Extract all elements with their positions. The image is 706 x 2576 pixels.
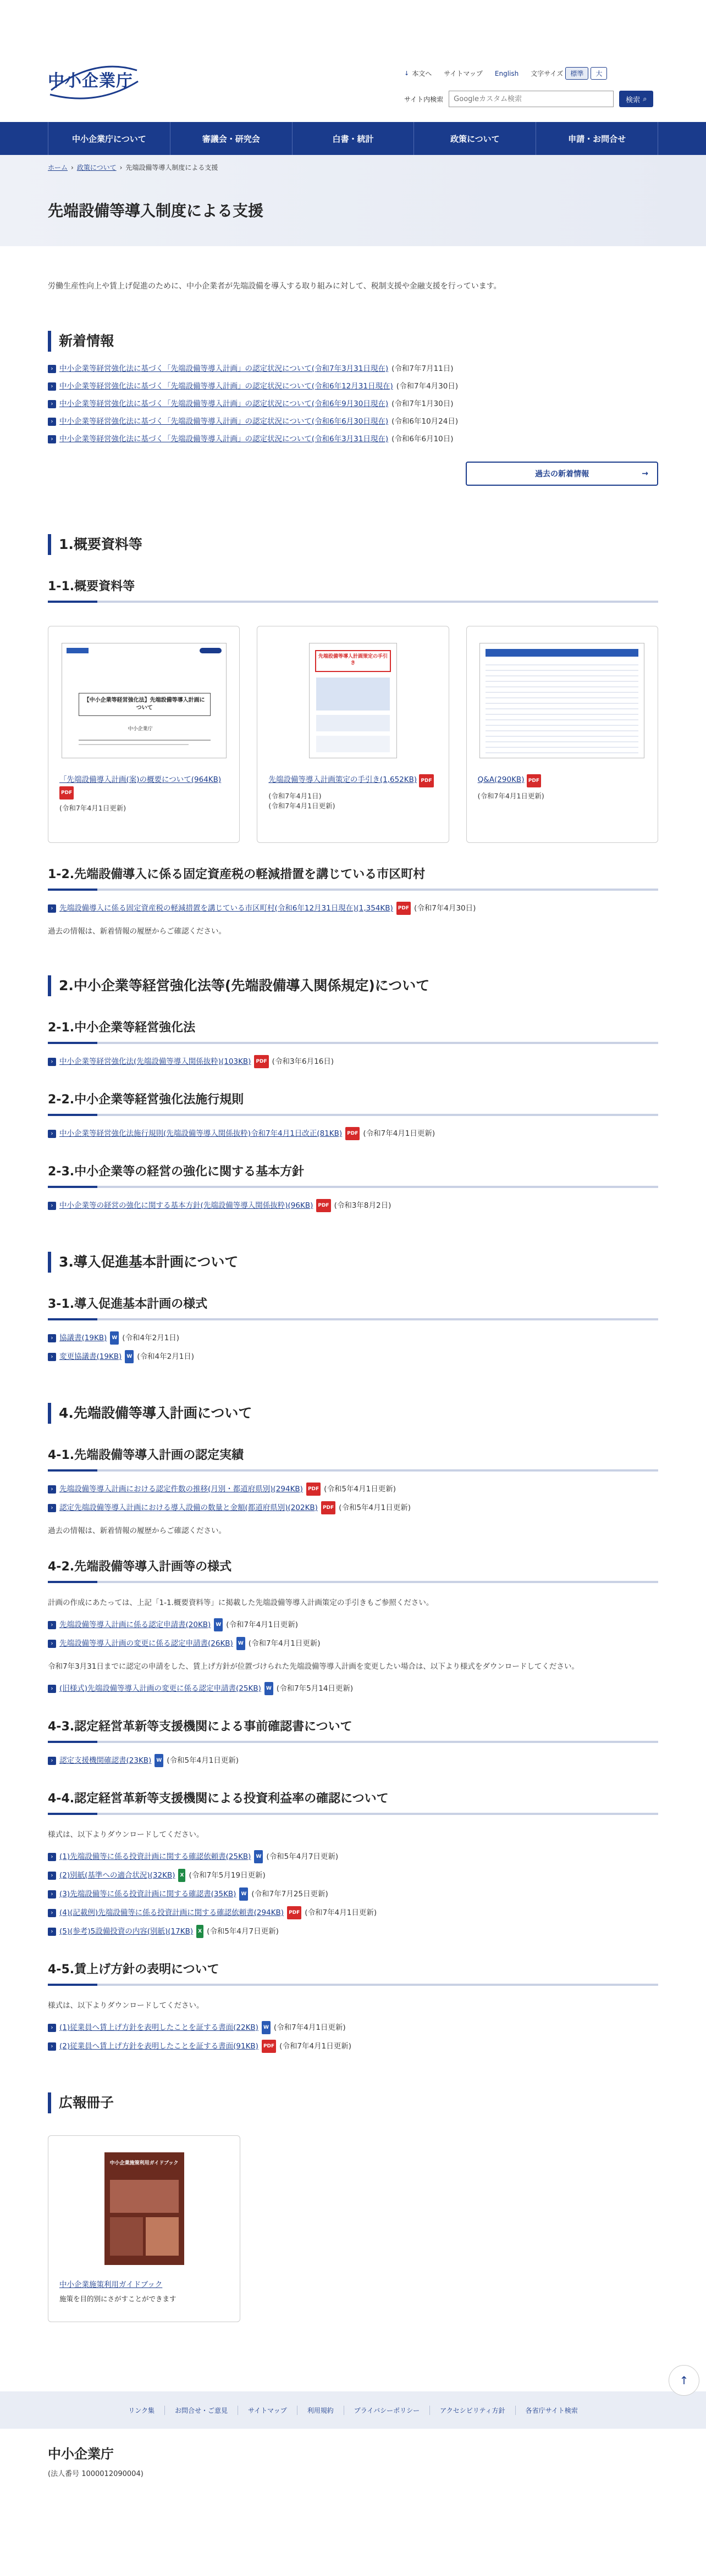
footer-link-sitemap[interactable]: サイトマップ	[238, 2406, 297, 2415]
doc-date: (令和4年2月1日)	[137, 1352, 195, 1361]
doc-date: (令和3年8月2日)	[334, 1201, 391, 1210]
doc-date: (令和7年4月1日更新)	[363, 1129, 435, 1138]
doc-date: (令和7年4月1日更新)	[305, 1908, 377, 1917]
doc-date: (令和5年4月7日更新)	[266, 1852, 339, 1861]
section4-2-list	[48, 1618, 658, 1650]
doc-link[interactable]: 先端設備等導入計画の変更に係る認定申請書(26KB)	[59, 1639, 233, 1648]
doc-link[interactable]: (4)(記載例)先端設備等に係る投資計画に関する確認依頼書(294KB)	[59, 1908, 284, 1917]
guidebook-desc: 施策を目的別にさがすことができます	[59, 2295, 176, 2303]
page-title: 先端設備等導入制度による支援	[48, 202, 264, 220]
section4-4-list	[48, 1850, 658, 1938]
list-item	[48, 433, 658, 445]
doc-link[interactable]: 先端設備導入に係る固定資産税の軽減措置を講じている市区町村(令和6年12月31日現在)(1,354KB)	[59, 904, 393, 913]
arrow-right-icon: ›	[48, 1928, 56, 1936]
section4-5-list	[48, 2021, 658, 2053]
card-date: (令和7年4月1日更新)	[59, 804, 126, 812]
card-caption	[59, 2278, 229, 2289]
sitemap-link[interactable]	[444, 69, 483, 78]
footer-body	[0, 2429, 706, 2491]
section4-5-heading: 4-5.賃上げ方針の表明について	[48, 1960, 658, 1986]
arrow-right-icon: ›	[48, 1909, 56, 1917]
arrow-right-icon: ›	[48, 1504, 56, 1512]
doc-date: (令和7年7月25日更新)	[251, 1890, 328, 1898]
card-caption	[59, 774, 228, 800]
arrow-right-icon: ›	[48, 1353, 56, 1361]
section2-3-heading: 2-3.中小企業等の経営の強化に関する基本方針	[48, 1162, 658, 1188]
footer-org-name: 中小企業庁	[48, 2446, 114, 2462]
doc-link[interactable]: 先端設備等導入計画における認定件数の推移(月別・都道府県別)(294KB)	[59, 1485, 303, 1494]
arrow-up-icon: ↑	[679, 2374, 689, 2387]
font-size-label: 文字サイズ	[531, 70, 564, 77]
doc-logo-icon	[67, 648, 89, 653]
doc-link[interactable]: 中小企業等の経営の強化に関する基本方針(先端設備等導入関係抜粋)(96KB)	[59, 1201, 313, 1210]
pdf-icon: PDF	[419, 774, 433, 787]
pdf-icon: PDF	[345, 1127, 360, 1140]
doc-link[interactable]: 中小企業等経営強化法(先端設備等導入関係抜粋)(103KB)	[59, 1057, 251, 1066]
section1-1-heading: 1-1.概要資料等	[48, 577, 658, 603]
doc-date: (令和7年4月1日更新)	[273, 2023, 346, 2032]
doc-link[interactable]: 認定支援機関確認書(23KB)	[59, 1756, 152, 1765]
doc-link[interactable]: (2)従業員へ賃上げ方針を表明したことを証する書面(91KB)	[59, 2042, 258, 2051]
arrow-right-icon: ›	[48, 2024, 56, 2032]
list-item	[48, 380, 658, 392]
overview-card[interactable]	[466, 626, 658, 843]
word-icon: W	[262, 2021, 271, 2034]
list-item	[48, 1754, 658, 1767]
pdf-icon: PDF	[262, 2040, 276, 2053]
card-link[interactable]: 「先端設備導入計画(案)の概要について(964KB)	[59, 775, 222, 784]
doc-date: (令和3年6月16日)	[272, 1057, 334, 1066]
breadcrumb	[48, 163, 218, 172]
card-date: (令和7年4月1日更新)	[477, 792, 544, 800]
arrow-right-icon: ›	[48, 400, 56, 408]
nav-item-policy[interactable]: 政策について	[414, 122, 536, 155]
arrow-right-icon: ›	[48, 1890, 56, 1898]
list-item	[48, 2040, 658, 2053]
arrow-right-icon: →	[642, 469, 648, 478]
footer-link-privacy[interactable]: プライバシーポリシー	[344, 2406, 430, 2415]
cover-title: 中小企業施策利用ガイドブック	[109, 2161, 179, 2166]
list-item	[48, 1887, 658, 1901]
pdf-icon: PDF	[316, 1199, 330, 1212]
arrow-right-icon: ›	[48, 1757, 56, 1765]
doc-link[interactable]: 認定先端設備等導入計画における導入設備の数量と金額(都道府県別)(202KB)	[59, 1503, 318, 1512]
section1-2-heading: 1-2.先端設備導入に係る固定資産税の軽減措置を講じている市区町村	[48, 865, 658, 891]
site-header	[0, 0, 706, 122]
list-item	[48, 1055, 658, 1068]
word-icon: W	[155, 1754, 163, 1767]
card-link[interactable]: Q&A(290KB)	[477, 775, 525, 784]
section4-4-heading: 4-4.認定経営革新等支援機関による投資利益率の確認について	[48, 1789, 658, 1815]
english-link-label: English	[494, 69, 519, 77]
thumb-figure	[486, 660, 638, 753]
news-link[interactable]: 中小企業等経営強化法に基づく「先端設備等導入計画」の認定状況について(令和6年3月31日現在)	[59, 435, 389, 443]
news-list	[48, 363, 658, 445]
pdf-icon: PDF	[287, 1906, 301, 1919]
arrow-right-icon: ›	[48, 1872, 56, 1880]
pdf-icon: PDF	[306, 1483, 321, 1496]
doc-date: (令和7年4月30日)	[414, 904, 476, 913]
search-label: サイト内検索	[404, 95, 444, 103]
doc-date: (令和7年4月1日更新)	[248, 1639, 321, 1648]
arrow-right-icon: ›	[48, 1130, 56, 1138]
pdf-icon: PDF	[527, 774, 541, 787]
breadcrumb-separator-icon: ›	[119, 163, 123, 171]
excel-icon: X	[196, 1925, 203, 1938]
arrow-right-icon: ›	[48, 365, 56, 373]
list-item	[48, 1618, 658, 1631]
word-icon: W	[125, 1350, 134, 1363]
list-item	[48, 415, 658, 428]
card-caption	[268, 774, 437, 787]
card-thumbnail	[62, 643, 227, 758]
doc-date: (令和7年4月1日更新)	[226, 1620, 299, 1629]
news-date: (令和6年10月24日)	[391, 417, 459, 426]
section2-2-list	[48, 1127, 658, 1140]
arrow-right-icon: ›	[48, 1485, 56, 1494]
list-item	[48, 1331, 658, 1345]
pr-heading: 広報冊子	[48, 2092, 658, 2113]
card-link[interactable]: 先端設備等導入計画策定の手引き(1,652KB)	[268, 775, 417, 784]
nav-item-about[interactable]: 中小企業庁について	[48, 122, 170, 155]
nav-item-whitepaper[interactable]: 白書・統計	[293, 122, 415, 155]
list-item	[48, 902, 658, 915]
section4-2-note2: 令和7年3月31日までに認定の申請をした、賃上げ方針が位置づけられた先端設備等導入計画を変更したい場合は、以下より様式をダウンロードしてください。	[48, 1662, 579, 1671]
doc-link[interactable]: 変更協議書(19KB)	[59, 1352, 122, 1361]
news-link[interactable]: 中小企業等経営強化法に基づく「先端設備等導入計画」の認定状況について(令和7年3月31日現在)	[59, 364, 389, 373]
thumb-figure	[486, 649, 638, 657]
cover-photo	[110, 2180, 179, 2213]
breadcrumb-home[interactable]: ホーム	[48, 164, 68, 171]
doc-link[interactable]: 協議書(19KB)	[59, 1334, 107, 1342]
card-thumbnail	[479, 643, 644, 758]
list-item	[48, 398, 658, 410]
guidebook-cover	[104, 2152, 184, 2265]
doc-date: (令和7年4月1日更新)	[279, 2042, 351, 2051]
breadcrumb-separator-icon: ›	[71, 163, 74, 171]
doc-logo-icon	[200, 648, 222, 653]
intro-text: 労働生産性向上や賃上げ促進のために、中小企業者が先端設備を導入する取り組みに対して、税制支援や金融支援を行っています。	[48, 282, 501, 291]
english-link[interactable]	[495, 70, 519, 77]
guidebook-link[interactable]: 中小企業施策利用ガイドブック	[59, 2280, 163, 2289]
doc-link[interactable]: 中小企業等経営強化法施行規則(先端設備等導入関係抜粋)令和7年4月1日改正(81KB)	[59, 1129, 343, 1138]
news-date: (令和7年7月11日)	[391, 364, 454, 373]
doc-link[interactable]: (1)従業員へ賃上げ方針を表明したことを証する書面(22KB)	[59, 2023, 258, 2032]
search-icon: ⌕	[643, 95, 647, 103]
logo-text: 中小企業庁	[48, 71, 133, 91]
doc-date: (令和5年4月1日更新)	[167, 1756, 239, 1765]
thumb-line	[79, 744, 189, 745]
news-link[interactable]: 中小企業等経営強化法に基づく「先端設備等導入計画」の認定状況について(令和6年6月30日現在)	[59, 417, 389, 426]
arrow-right-icon: ›	[48, 1853, 56, 1861]
arrow-right-icon: ›	[48, 418, 56, 426]
cover-photo	[110, 2217, 143, 2256]
doc-link[interactable]: 先端設備等導入計画に係る認定申請書(20KB)	[59, 1620, 211, 1629]
news-date: (令和7年1月30日)	[391, 399, 454, 408]
overview-card[interactable]	[48, 626, 240, 843]
section4-1-list	[48, 1483, 658, 1514]
news-link[interactable]: 中小企業等経営強化法に基づく「先端設備等導入計画」の認定状況について(令和6年12月31日現在)	[59, 382, 393, 391]
past-news-label: 過去の新着情報	[535, 470, 589, 479]
font-size-large-button[interactable]: 大	[591, 67, 607, 80]
section1-2-note: 過去の情報は、新着情報の履歴からご確認ください。	[48, 927, 226, 936]
excel-icon: X	[178, 1869, 185, 1882]
section2-1-list	[48, 1055, 658, 1068]
arrow-right-icon: ›	[48, 435, 56, 443]
section2-2-heading: 2-2.中小企業等経営強化法施行規則	[48, 1090, 658, 1116]
list-item	[48, 1682, 658, 1695]
overview-cards	[48, 626, 658, 843]
word-icon: W	[110, 1331, 119, 1345]
footer-nav	[0, 2374, 706, 2429]
doc-date: (令和5年4月1日更新)	[339, 1503, 411, 1512]
word-icon: W	[214, 1618, 223, 1631]
arrow-down-icon: ↓	[404, 70, 410, 77]
section4-4-note: 様式は、以下よりダウンロードしてください。	[48, 1830, 204, 1839]
list-item	[48, 1850, 658, 1863]
nav-item-apply[interactable]: 申請・お問合せ	[536, 122, 658, 155]
news-date: (令和6年6月10日)	[391, 435, 454, 443]
arrow-right-icon: ›	[48, 382, 56, 391]
thumb-figure	[316, 736, 390, 752]
footer-link-links[interactable]: リンク集	[118, 2406, 165, 2415]
section1-2-list	[48, 902, 658, 915]
thumb-figure	[316, 715, 390, 731]
global-nav	[0, 122, 706, 155]
footer-link-terms[interactable]: 利用規約	[297, 2406, 344, 2415]
doc-link[interactable]: (5)(参考)5設備投資の内容(別紙)(17KB)	[59, 1927, 194, 1936]
doc-date: (令和7年5月19日更新)	[189, 1871, 266, 1880]
overview-card[interactable]	[257, 626, 449, 843]
list-item	[48, 1869, 658, 1882]
section3-1-list	[48, 1331, 658, 1363]
word-icon: W	[264, 1682, 273, 1695]
site-logo[interactable]	[48, 62, 140, 104]
list-item	[48, 1501, 658, 1514]
footer-corp-number: (法人番号 1000012090004)	[48, 2470, 144, 2478]
list-item	[48, 1199, 658, 1212]
breadcrumb-current: 先端設備等導入制度による支援	[125, 164, 218, 171]
doc-date: (令和5年4月7日更新)	[207, 1927, 279, 1936]
doc-date: (令和5年4月1日更新)	[324, 1485, 396, 1494]
doc-link[interactable]: (旧様式)先端設備等導入計画の変更に係る認定申請書(25KB)	[59, 1684, 261, 1693]
list-item	[48, 1925, 658, 1938]
section4-heading: 4.先端設備等導入計画について	[48, 1403, 658, 1424]
word-icon: W	[254, 1850, 263, 1863]
past-news-button[interactable]	[466, 462, 658, 486]
list-item	[48, 1350, 658, 1363]
main-content	[48, 280, 658, 2322]
utility-links	[404, 67, 607, 80]
footer-link-contact[interactable]: お問合せ・ご意見	[165, 2406, 238, 2415]
list-item	[48, 2021, 658, 2034]
word-icon: W	[236, 1637, 245, 1650]
word-icon: W	[239, 1887, 248, 1901]
search-input[interactable]	[449, 91, 614, 107]
footer-link-accessibility[interactable]: アクセシビリティ方針	[430, 2406, 515, 2415]
thumb-title: 先端設備等導入計画策定の手引き	[315, 650, 391, 672]
card-date: (令和7年4月1日) (令和7年4月1日更新)	[268, 792, 335, 810]
nav-item-council[interactable]: 審議会・研究会	[170, 122, 293, 155]
list-item	[48, 1127, 658, 1140]
search-button[interactable]	[619, 91, 653, 107]
section2-3-list	[48, 1199, 658, 1212]
section3-heading: 3.導入促進基本計画について	[48, 1252, 658, 1273]
section3-1-heading: 3-1.導入促進基本計画の様式	[48, 1295, 658, 1320]
section1-heading: 1.概要資料等	[48, 534, 658, 555]
font-size-normal-button[interactable]: 標準	[565, 67, 588, 80]
list-item	[48, 1637, 658, 1650]
arrow-right-icon: ›	[48, 1058, 56, 1066]
section4-2-note: 計画の作成にあたっては、上記「1-1.概要資料等」に掲載した先端設備等導入計画策定の手引きもご参照ください。	[48, 1598, 434, 1607]
doc-link[interactable]: (2)別紙(基準への適合状況)(32KB)	[59, 1871, 175, 1880]
section2-heading: 2.中小企業等経営強化法等(先端設備導入関係規定)について	[48, 975, 658, 996]
sitemap-link-label: サイトマップ	[444, 70, 483, 77]
thumb-title: 【中小企業等経営強化法】先端設備等導入計画について	[79, 693, 211, 716]
section4-1-heading: 4-1.先端設備等導入計画の認定実績	[48, 1446, 658, 1472]
section4-3-list	[48, 1754, 658, 1767]
news-link[interactable]: 中小企業等経営強化法に基づく「先端設備等導入計画」の認定状況について(令和6年9月30日現在)	[59, 399, 389, 408]
pdf-icon: PDF	[321, 1501, 335, 1514]
search-button-label: 検索	[626, 96, 641, 104]
doc-date: (令和7年5月14日更新)	[276, 1684, 354, 1693]
doc-link[interactable]: (3)先端設備等に係る投資計画に関する確認書(35KB)	[59, 1890, 236, 1898]
thumb-line	[79, 740, 211, 741]
skip-link[interactable]	[404, 69, 432, 78]
news-heading: 新着情報	[48, 331, 658, 352]
card-thumbnail	[309, 643, 397, 758]
arrow-right-icon: ›	[48, 2042, 56, 2051]
arrow-right-icon: ›	[48, 1202, 56, 1210]
doc-link[interactable]: (1)先端設備等に係る投資計画に関する確認依頼書(25KB)	[59, 1852, 251, 1861]
section4-3-heading: 4-3.認定経営革新等支援機関による事前確認書について	[48, 1717, 658, 1743]
section4-2-heading: 4-2.先端設備等導入計画等の様式	[48, 1557, 658, 1583]
news-date: (令和7年4月30日)	[396, 382, 459, 391]
pdf-icon: PDF	[59, 786, 74, 800]
page-hero	[0, 155, 706, 246]
pdf-icon: PDF	[254, 1055, 268, 1068]
list-item	[48, 1483, 658, 1496]
arrow-right-icon: ›	[48, 904, 56, 913]
section2-1-heading: 2-1.中小企業等経営強化法	[48, 1018, 658, 1044]
site-search	[404, 91, 653, 107]
thumb-figure	[316, 678, 390, 710]
section4-5-note: 様式は、以下よりダウンロードしてください。	[48, 2001, 204, 2010]
list-item	[48, 1906, 658, 1919]
section4-2-old-list	[48, 1682, 658, 1695]
site-footer	[0, 2374, 706, 2491]
cover-photo	[146, 2217, 179, 2256]
footer-link-ministries[interactable]: 各省庁サイト検索	[525, 2406, 578, 2414]
arrow-right-icon: ›	[48, 1640, 56, 1648]
section4-1-note: 過去の情報は、新着情報の履歴からご確認ください。	[48, 1526, 226, 1535]
skip-link-label: 本文へ	[412, 70, 432, 77]
breadcrumb-policy[interactable]: 政策について	[76, 164, 117, 171]
font-size-control	[531, 67, 607, 80]
arrow-right-icon: ›	[48, 1621, 56, 1629]
page-top-button[interactable]	[669, 2365, 699, 2396]
guidebook-card[interactable]	[48, 2135, 240, 2322]
list-item	[48, 363, 658, 375]
thumb-org: 中小企業庁	[128, 726, 153, 732]
doc-date: (令和4年2月1日)	[122, 1334, 180, 1342]
card-caption	[478, 774, 647, 787]
pdf-icon: PDF	[396, 902, 411, 915]
arrow-right-icon: ›	[48, 1685, 56, 1693]
arrow-right-icon: ›	[48, 1334, 56, 1342]
